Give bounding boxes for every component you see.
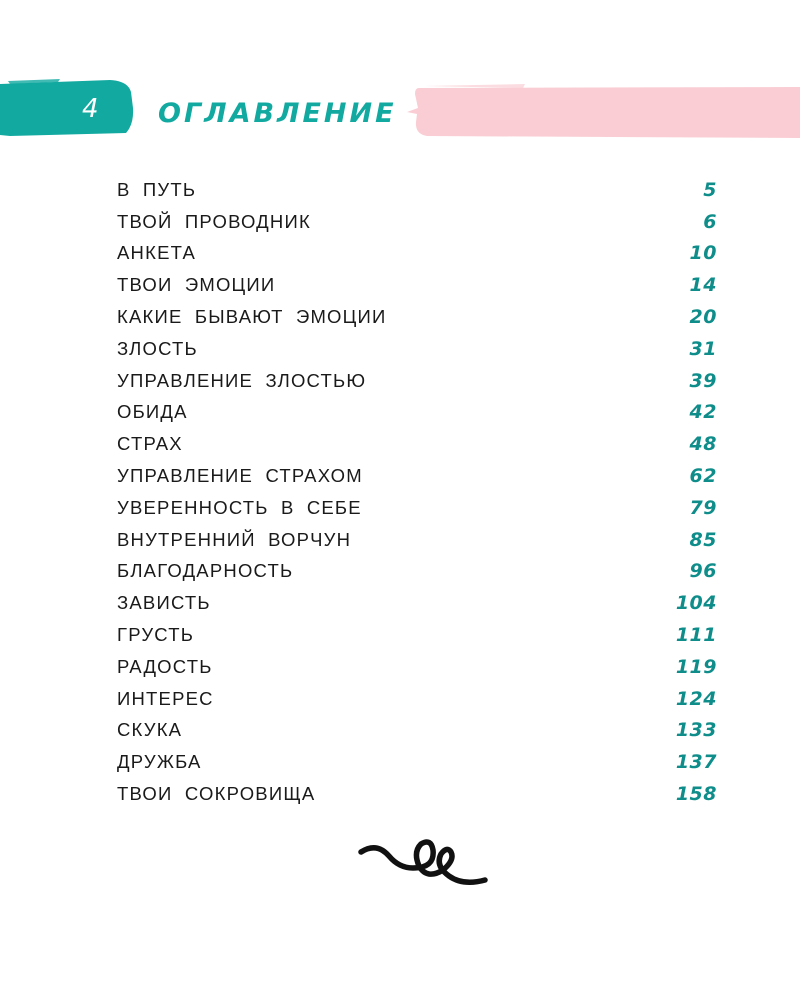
- toc-entry-title: ТВОИ СОКРОВИЩА: [117, 783, 316, 805]
- toc-entry[interactable]: [117, 206, 717, 238]
- toc-entry-page: 85: [689, 528, 717, 551]
- toc-entry-title: УВЕРЕННОСТЬ В СЕБЕ: [117, 496, 362, 518]
- toc-entry-page: 119: [675, 655, 717, 678]
- toc-entry[interactable]: [117, 746, 717, 778]
- toc-entry-title: ВНУТРЕННИЙ ВОРЧУН: [117, 528, 352, 550]
- toc-entry-title: УПРАВЛЕНИЕ СТРАХОМ: [117, 465, 363, 487]
- toc-entry-title: СТРАХ: [117, 433, 183, 455]
- table-of-contents: [117, 174, 717, 810]
- toc-entry-page: 31: [689, 337, 717, 360]
- toc-entry-page: 5: [703, 178, 717, 201]
- toc-entry-title: БЛАГОДАРНОСТЬ: [117, 560, 294, 582]
- toc-entry[interactable]: [117, 174, 717, 206]
- toc-entry-title: КАКИЕ БЫВАЮТ ЭМОЦИИ: [117, 306, 387, 328]
- toc-entry[interactable]: [117, 492, 717, 524]
- toc-entry-page: 133: [675, 719, 717, 742]
- toc-entry-title: ОБИДА: [117, 401, 188, 423]
- toc-entry[interactable]: [117, 269, 717, 301]
- toc-entry-page: 62: [689, 465, 717, 488]
- toc-entry-title: АНКЕТА: [117, 242, 197, 264]
- toc-entry-title: УПРАВЛЕНИЕ ЗЛОСТЬЮ: [117, 369, 367, 391]
- toc-entry[interactable]: [117, 524, 717, 556]
- toc-entry[interactable]: [117, 683, 717, 715]
- toc-entry[interactable]: [117, 778, 717, 810]
- toc-entry-title: ЗАВИСТЬ: [117, 592, 211, 614]
- toc-entry-title: СКУКА: [117, 719, 183, 741]
- toc-entry[interactable]: [117, 556, 717, 588]
- toc-entry[interactable]: [117, 619, 717, 651]
- toc-entry-title: РАДОСТЬ: [117, 655, 213, 677]
- toc-entry-page: 137: [675, 751, 717, 774]
- toc-entry-page: 79: [689, 496, 717, 519]
- toc-entry[interactable]: [117, 238, 717, 270]
- toc-entry-page: 124: [675, 687, 717, 710]
- toc-entry-title: ТВОЙ ПРОВОДНИК: [117, 210, 311, 232]
- toc-entry-page: 48: [689, 433, 717, 456]
- pink-brush-band: [405, 82, 800, 140]
- toc-entry-page: 14: [689, 274, 717, 297]
- toc-entry[interactable]: [117, 651, 717, 683]
- toc-entry-title: ГРУСТЬ: [117, 624, 195, 646]
- toc-entry-title: ДРУЖБА: [117, 751, 202, 773]
- page-title: ОГЛАВЛЕНИЕ: [158, 98, 397, 129]
- toc-entry[interactable]: [117, 428, 717, 460]
- squiggle-flourish-icon: [355, 828, 490, 898]
- toc-entry-title: ИНТЕРЕС: [117, 687, 214, 709]
- toc-entry[interactable]: [117, 301, 717, 333]
- toc-entry[interactable]: [117, 333, 717, 365]
- toc-entry-title: ЗЛОСТЬ: [117, 337, 198, 359]
- toc-entry[interactable]: [117, 460, 717, 492]
- toc-entry-page: 20: [689, 306, 717, 329]
- toc-entry-page: 6: [703, 210, 717, 233]
- toc-entry-page: 10: [689, 242, 717, 265]
- teal-brush-band: [0, 78, 135, 138]
- toc-entry[interactable]: [117, 397, 717, 429]
- toc-entry-title: В ПУТЬ: [117, 178, 197, 200]
- toc-entry-title: ТВОИ ЭМОЦИИ: [117, 274, 276, 296]
- page-number: 4: [82, 94, 99, 124]
- toc-entry[interactable]: [117, 715, 717, 747]
- toc-entry[interactable]: [117, 365, 717, 397]
- toc-entry-page: 158: [675, 783, 717, 806]
- toc-entry-page: 39: [689, 369, 717, 392]
- toc-entry-page: 104: [675, 592, 717, 615]
- toc-entry[interactable]: [117, 587, 717, 619]
- toc-entry-page: 42: [689, 401, 717, 424]
- toc-entry-page: 111: [675, 624, 717, 647]
- toc-entry-page: 96: [689, 560, 717, 583]
